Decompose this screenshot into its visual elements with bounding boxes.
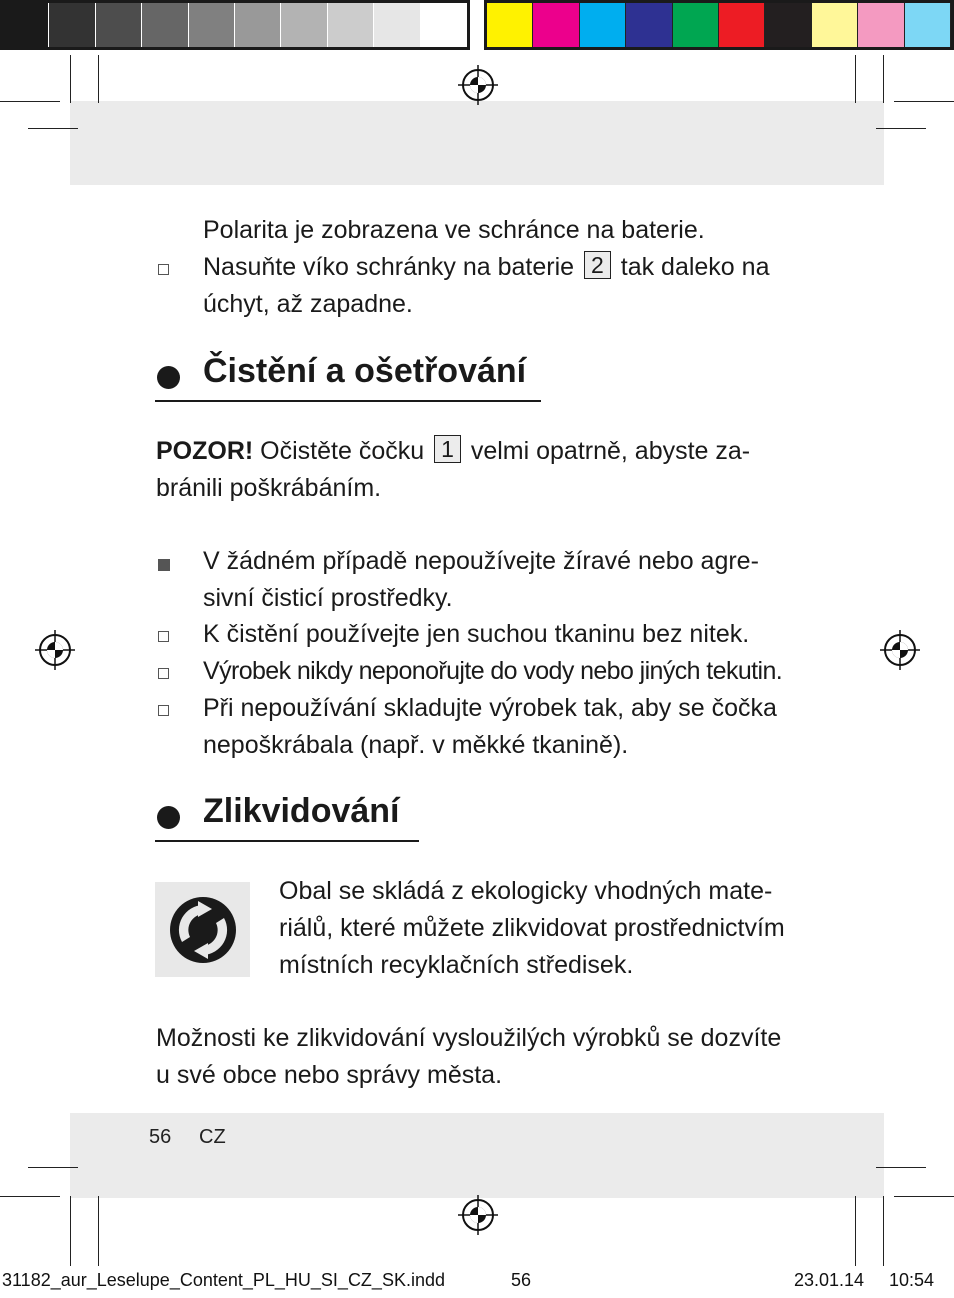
color-swatch — [49, 3, 95, 47]
section-title: Čistění a ošetřování — [203, 352, 527, 390]
color-swatch — [905, 3, 951, 47]
crop-mark — [855, 1196, 856, 1266]
language-code: CZ — [199, 1126, 226, 1148]
color-swatch — [281, 3, 327, 47]
color-swatch — [858, 3, 904, 47]
color-swatch — [719, 3, 765, 47]
color-swatch — [533, 3, 579, 47]
slug-filename: 31182_aur_Leselupe_Content_PL_HU_SI_CZ_SK.indd — [2, 1270, 445, 1290]
checkbox-bullet-icon — [158, 264, 169, 275]
slug-page: 56 — [511, 1270, 532, 1290]
color-swatch — [626, 3, 672, 47]
list-item-continuation: nepoškrábala (např. v měkké tkanině). — [203, 731, 629, 759]
checkbox-bullet-icon — [158, 631, 169, 642]
list-item: Výrobek nikdy neponořujte do vody nebo jiných tekutin. — [203, 657, 783, 685]
process-color-bar — [484, 0, 954, 50]
color-swatch — [580, 3, 626, 47]
slug-time: 10:54 — [889, 1270, 935, 1290]
heading-bullet-icon — [157, 366, 180, 389]
page-number: 56 — [149, 1126, 172, 1148]
checkbox-bullet-icon — [158, 668, 169, 679]
section-title: Zlikvidování — [203, 792, 400, 830]
registration-mark-icon — [458, 1195, 498, 1235]
registration-mark-icon — [880, 630, 920, 670]
packaging-paragraph: riálů, které můžete zlikvidovat prostřednictvím — [279, 914, 785, 942]
heading-bullet-icon — [157, 806, 180, 829]
crop-mark — [883, 1196, 884, 1266]
list-item-battery-cover — [203, 249, 769, 286]
header-band — [70, 101, 884, 185]
list-item: V žádném případě nepoužívejte žíravé nebo agre- — [203, 547, 759, 575]
list-item-continuation: úchyt, až zapadne. — [203, 290, 413, 318]
recycle-icon-box — [155, 882, 250, 977]
item-text: Nasuňte víko schránky na baterie — [203, 253, 575, 281]
polarity-note: Polarita je zobrazena ve schránce na baterie. — [203, 216, 705, 244]
crop-mark — [894, 101, 954, 102]
list-item-continuation: sivní čisticí prostředky. — [203, 584, 453, 612]
color-swatch — [189, 3, 235, 47]
color-swatch — [142, 3, 188, 47]
green-dot-recycle-icon — [168, 895, 238, 965]
checkbox-bullet-icon — [158, 705, 169, 716]
section-heading-cleaning — [155, 352, 541, 402]
crop-mark — [70, 1196, 71, 1266]
crop-mark — [876, 1167, 926, 1168]
section-heading-disposal — [155, 792, 419, 842]
color-swatch — [812, 3, 858, 47]
crop-mark — [883, 55, 884, 103]
warning-paragraph — [156, 433, 750, 470]
grayscale-color-bar — [0, 0, 470, 50]
color-swatch — [96, 3, 142, 47]
warning-text: Očistěte čočku — [260, 437, 425, 465]
warning-text: velmi opatrně, abyste za- — [470, 437, 751, 465]
registration-mark-icon — [458, 65, 498, 105]
packaging-paragraph: místních recyklačních středisek. — [279, 951, 634, 979]
warning-label: POZOR! — [156, 437, 254, 465]
crop-mark — [876, 128, 926, 129]
warning-continuation: bránili poškrábáním. — [156, 474, 382, 502]
disposal-paragraph: Možnosti ke zlikvidování vysloužilých výrobků se dozvíte — [156, 1024, 782, 1052]
color-swatch — [328, 3, 374, 47]
list-item: K čistění používejte jen suchou tkaninu bez nitek. — [203, 620, 750, 648]
color-swatch — [3, 3, 49, 47]
part-reference-2: 2 — [584, 251, 611, 279]
part-reference-1: 1 — [434, 435, 461, 463]
crop-mark — [894, 1196, 954, 1197]
crop-mark — [70, 55, 71, 103]
footer-band — [70, 1113, 884, 1198]
slug-date: 23.01.14 — [794, 1270, 865, 1290]
color-swatch — [374, 3, 420, 47]
color-swatch — [421, 3, 467, 47]
color-swatch — [673, 3, 719, 47]
list-item: Při nepoužívání skladujte výrobek tak, aby se čočka — [203, 694, 777, 722]
crop-mark — [28, 128, 78, 129]
square-bullet-icon — [158, 559, 170, 571]
packaging-paragraph: Obal se skládá z ekologicky vhodných mate- — [279, 877, 773, 905]
crop-mark — [855, 55, 856, 103]
item-text: tak daleko na — [620, 253, 770, 281]
crop-mark — [98, 1196, 99, 1266]
crop-mark — [0, 1196, 60, 1197]
color-swatch — [235, 3, 281, 47]
registration-mark-icon — [35, 630, 75, 670]
crop-mark — [28, 1167, 78, 1168]
disposal-paragraph: u své obce nebo správy města. — [156, 1061, 503, 1089]
crop-mark — [0, 101, 60, 102]
crop-mark — [98, 55, 99, 103]
color-swatch — [487, 3, 533, 47]
color-swatch — [765, 3, 811, 47]
